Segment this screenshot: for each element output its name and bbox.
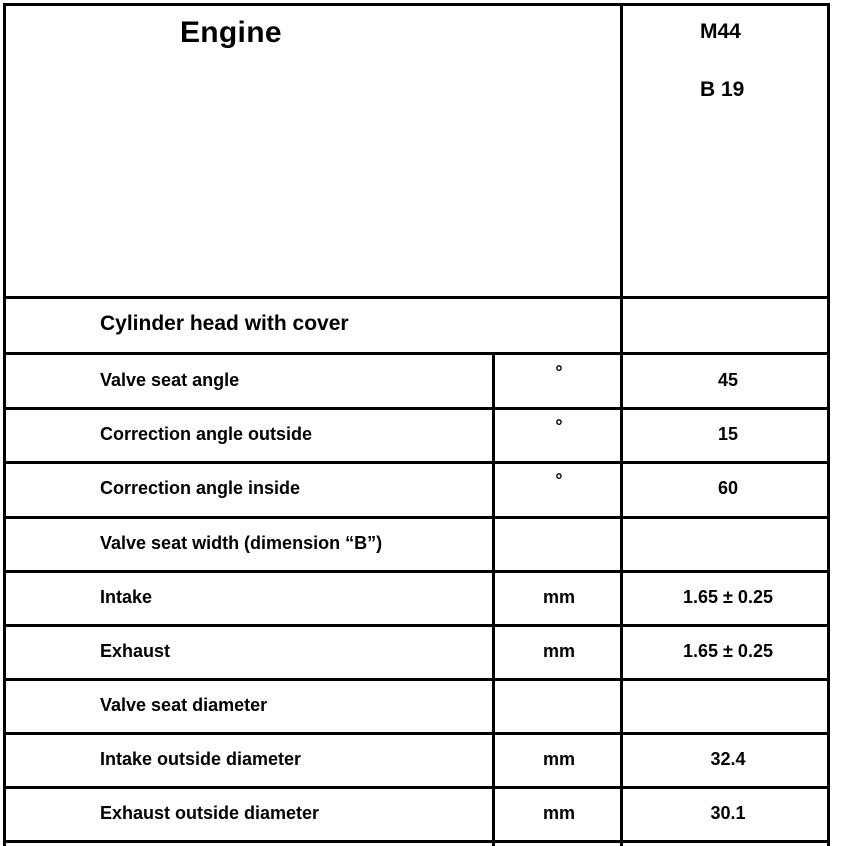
section-bottom-line — [3, 352, 830, 355]
row-line — [3, 461, 830, 464]
row-line — [3, 516, 830, 519]
table-title: Engine — [180, 16, 282, 49]
engine-variant: B 19 — [700, 78, 745, 101]
section-title: Cylinder head with cover — [100, 312, 349, 335]
row-label: Intake — [100, 587, 153, 607]
header-bottom-line — [3, 296, 830, 299]
row-label: Exhaust outside diameter — [100, 803, 320, 823]
row-unit: mm — [542, 803, 575, 823]
row-unit: ° — [555, 416, 563, 436]
row-value: 15 — [717, 424, 739, 444]
row-label: Valve seat diameter — [100, 695, 268, 715]
row-line — [3, 624, 830, 627]
unit-column-divider — [492, 353, 495, 846]
row-label: Intake outside diameter — [100, 749, 302, 769]
row-value: 1.65 ± 0.25 — [683, 587, 773, 607]
row-label: Valve seat angle — [100, 370, 240, 390]
row-line — [3, 732, 830, 735]
row-line — [3, 570, 830, 573]
row-unit: mm — [542, 587, 575, 607]
row-label: Exhaust — [100, 641, 171, 661]
row-label: Correction angle inside — [100, 478, 301, 498]
row-line — [3, 678, 830, 681]
row-line — [3, 786, 830, 789]
engine-model: M44 — [700, 20, 741, 43]
row-label: Valve seat width (dimension “B”) — [100, 533, 383, 553]
row-line — [3, 407, 830, 410]
row-value: 1.65 ± 0.25 — [683, 641, 773, 661]
row-unit: ° — [555, 470, 563, 490]
row-label: Correction angle outside — [100, 424, 313, 444]
row-line — [3, 840, 830, 843]
row-value: 60 — [717, 478, 739, 498]
row-unit: mm — [542, 641, 575, 661]
row-unit: mm — [542, 749, 575, 769]
row-value: 45 — [717, 370, 739, 390]
row-unit: ° — [555, 362, 563, 382]
row-value: 32.4 — [710, 749, 746, 769]
row-value: 30.1 — [710, 803, 746, 823]
